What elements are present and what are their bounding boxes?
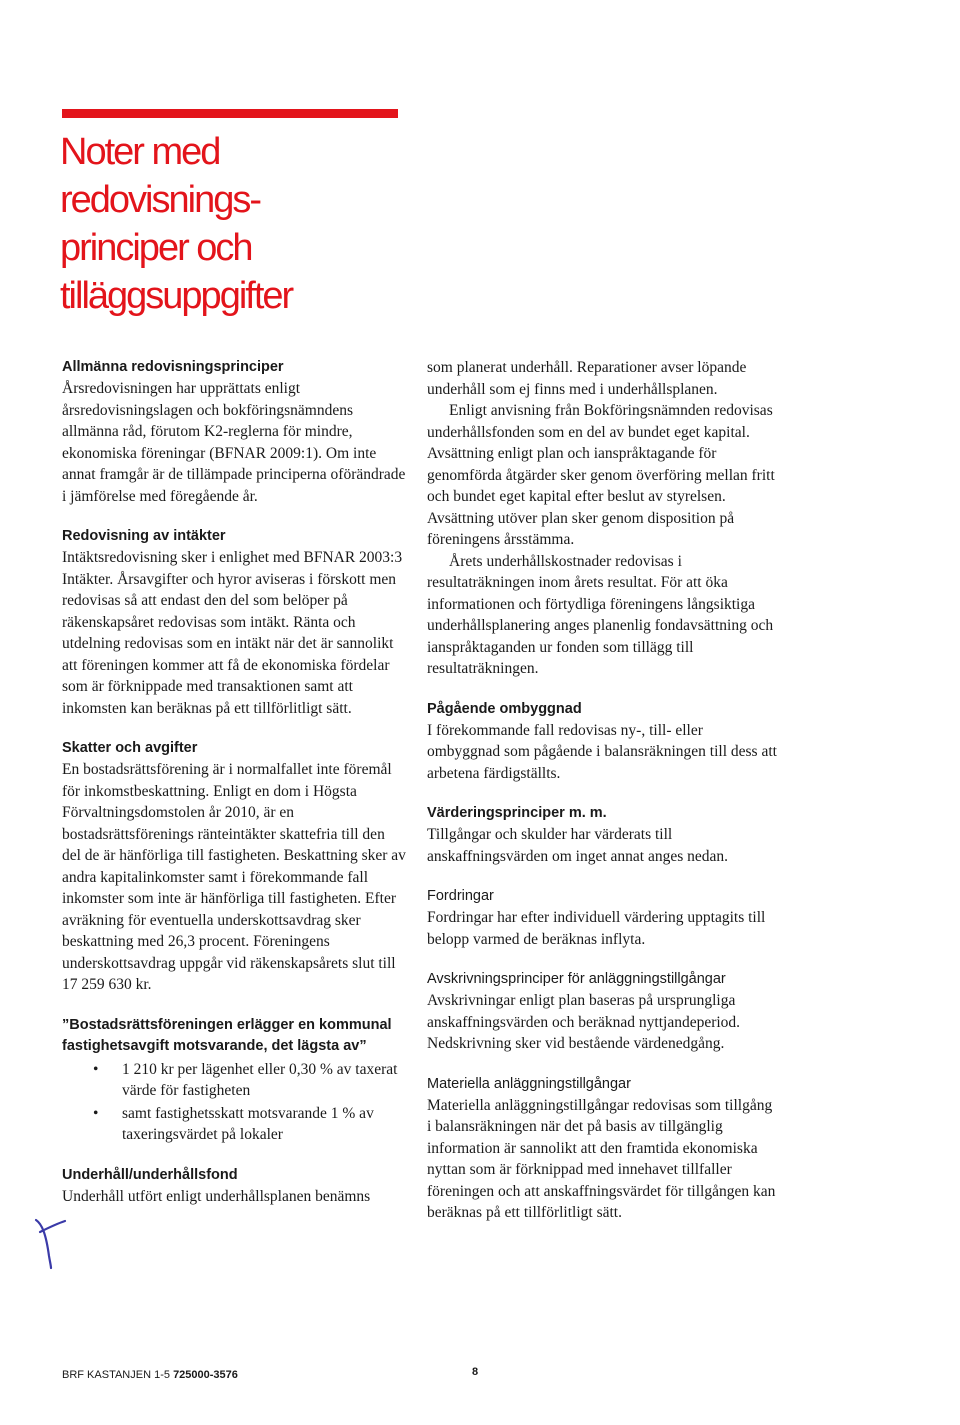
section-text: Fordringar har efter individuell värdering upptagits till belopp varmed de beräknas inflyta. [427,909,766,948]
section-property-fee [62,1015,407,1146]
list-item-text: 1 210 kr per lägenhet eller 0,30 % av taxerat värde för fastigheten [122,1060,398,1099]
section-heading: Underhåll/underhållsfond [62,1166,238,1183]
section-heading: Allmänna redovisningsprinciper [62,359,284,375]
section-heading: Fordringar [427,888,494,904]
section-text: Årsredovisningen har upprättats enligt årsredovisningslagen och bokföringsnämndens allmänna råd, förutom K2-reglerna för mindre, ekonomiska föreningar (BFNAR 2009:1). Om inte annat framgår är de tillämpade principerna oförändrade i jämförelse med föregående år. [62,380,406,505]
section-text: Underhåll utfört enligt underhållsplanen benämns [62,1187,371,1205]
handwritten-initial-icon [32,1212,68,1270]
section-heading: Redovisning av intäkter [62,528,226,544]
title-line: Noter med [60,131,220,173]
section-text: Intäktsredovisning sker i enlighet med BFNAR 2003:3 Intäkter. Årsavgifter och hyror aviseras i förskott men redovisas så att endast den del som belöper på räkenskapsåret redovisas som intäkt. Ränta och utdelning redovisas som en intäkt när det är sannolikt att föreningen kommer att få de ekonomiska fördelar som är förknippade med transaktionen samt att inkomsten kan beräknas på ett tillförlitligt sätt. [62,549,403,717]
section-maintenance-fund [62,1165,407,1208]
section-heading: ”Bostadsrättsföreningen erlägger en kommunal fastighetsavgift motsvarande, det lägsta av” [62,1016,392,1054]
section-heading: Pågående ombyggnad [427,700,582,717]
section-valuation-principles [427,803,777,867]
section-revenue-recognition [62,526,407,719]
title-accent-bar [62,109,398,118]
section-depreciation [427,969,777,1055]
section-maintenance-continued [427,357,777,680]
list-item-text: samt fastighetsskatt motsvarande 1 % av taxeringsvärdet på lokaler [122,1104,374,1143]
title-line: redovisnings- [60,179,260,221]
section-text: Årets underhållskostnader redovisas i resultaträkningen inom årets resultat. För att öka informationen och förtydliga föreningens långsiktiga underhållsplanering anges planenlig fondavsättning och ianspråktaganden ur fonden som tillägg till resultaträkningen. [427,552,774,677]
left-column [62,357,407,1226]
footer-org-number: 725000-3576 [173,1369,238,1381]
title-line: principer och [60,227,252,269]
section-text: som planerat underhåll. Reparationer avser löpande underhåll som ej finns med i underhållsplanen. [427,359,747,398]
bullet-icon: • [93,1060,99,1078]
list-item [62,1059,407,1102]
right-column [427,357,777,1243]
section-general-principles [62,357,407,507]
list-item [62,1103,407,1146]
section-heading: Skatter och avgifter [62,740,198,756]
section-ongoing-rebuild [427,699,777,785]
bullet-icon: • [93,1104,99,1122]
section-text: En bostadsrättsförening är i normalfallet inte föremål för inkomstbeskattning. Enligt en dom i Högsta Förvaltningsdomstolen år 2010, är en bostadsrättsförenings ränteintäkter skattefria till den del de är hänförliga till fastigheten. Beskattning sker av andra kapitalinkomster samt i förekommande fall inkomster som inte är hänförliga till fastigheten. Efter avräkning för eventuella underskottsavdrag sker beskattning med 26,3 procent. Föreningens underskottsavdrag uppgår vid räkenskapsårets slut till 17 259 630 kr. [62,761,406,993]
section-heading: Materiella anläggningstillgångar [427,1075,631,1092]
section-taxes-fees [62,738,407,996]
section-receivables [427,886,777,950]
footer-organization [62,1368,238,1382]
section-tangible-assets [427,1074,777,1224]
section-text: I förekommande fall redovisas ny-, till- eller ombyggnad som pågående i balansräkningen till dess att arbetena färdigställts. [427,721,777,782]
section-text: Avskrivningar enligt plan baseras på ursprungliga anskaffningsvärden och beräknad nyttjandeperiod. Nedskrivning sker vid bestående värdenedgång. [427,992,741,1052]
section-text: Tillgångar och skulder har värderats till anskaffningsvärden om inget annat anges nedan. [427,826,729,865]
property-fee-list [62,1059,407,1146]
section-heading: Värderingsprinciper m. m. [427,805,607,821]
page-number: 8 [472,1366,479,1378]
page-title [60,128,440,320]
section-text: Materiella anläggningstillgångar redovisas som tillgång i balansräkningen när det på basis av tillgänglig information är sannolikt att den framtida ekonomiska nyttan som är förknippad med innehavet tillfaller föreningen och att anskaffningsvärdet för tillgången kan beräknas på ett tillförlitligt sätt. [427,1096,776,1221]
title-line: tilläggsuppgifter [60,275,293,317]
footer-org-name: BRF KASTANJEN 1-5 [62,1369,170,1381]
section-text: Enligt anvisning från Bokföringsnämnden redovisas underhållsfonden som en del av bundet eget kapital. Avsättning enligt plan och ianspråktagande för genomförda åtgärder sker genom överföring mellan fritt och bundet eget kapital efter beslut av styrelsen. Avsättning utöver plan sker genom disposition på föreningens årsstämma. [427,402,775,548]
section-heading: Avskrivningsprinciper för anläggningstillgångar [427,971,726,987]
